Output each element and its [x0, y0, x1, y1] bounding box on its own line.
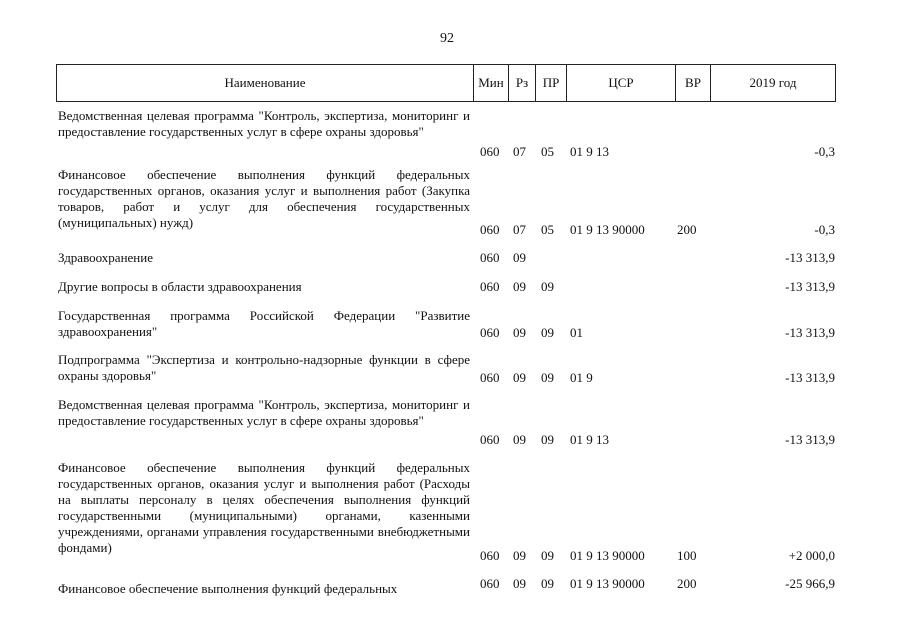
row-min: 060	[480, 325, 500, 340]
row-amount: -0,3	[814, 222, 835, 237]
row-amount: -13 313,9	[785, 432, 835, 447]
row-csr: 01	[570, 325, 583, 340]
row-min: 060	[480, 250, 500, 265]
row-amount: +2 000,0	[788, 548, 835, 563]
row-min: 060	[480, 144, 500, 159]
row-min: 060	[480, 222, 500, 237]
row-rz: 09	[513, 370, 526, 385]
row-name: Другие вопросы в области здравоохранения	[58, 279, 302, 294]
row-min: 060	[480, 576, 500, 591]
page-number: 92	[440, 31, 454, 46]
row-name: Ведомственная целевая программа "Контроль, экспертиза, мониторинг и предоставление государственных услуг в сфере охраны здоровья"	[58, 108, 470, 139]
row-min: 060	[480, 370, 500, 385]
header-vr: ВР	[676, 65, 711, 102]
row-pr: 05	[541, 144, 554, 159]
row-csr: 01 9 13 90000	[570, 576, 645, 591]
row-amount: -13 313,9	[785, 279, 835, 294]
row-rz: 07	[513, 222, 526, 237]
header-year: 2019 год	[711, 65, 836, 102]
row-min: 060	[480, 548, 500, 563]
row-amount: -13 313,9	[785, 325, 835, 340]
row-csr: 01 9 13	[570, 144, 609, 159]
row-name: Подпрограмма "Экспертиза и контрольно-надзорные функции в сфере охраны здоровья"	[58, 352, 470, 383]
row-rz: 09	[513, 548, 526, 563]
row-vr: 100	[677, 548, 697, 563]
row-amount: -0,3	[814, 144, 835, 159]
row-pr: 09	[541, 370, 554, 385]
row-vr: 200	[677, 222, 697, 237]
row-name: Финансовое обеспечение выполнения функций федеральных государственных органов, оказания услуг и выполнения работ (Закупка товаров, работ и услуг для обеспечения государственных (муниципальных) нужд)	[58, 167, 470, 230]
row-rz: 09	[513, 432, 526, 447]
table-header	[56, 64, 836, 102]
row-pr: 09	[541, 432, 554, 447]
header-csr: ЦСР	[567, 65, 676, 102]
row-pr: 09	[541, 325, 554, 340]
row-csr: 01 9 13	[570, 432, 609, 447]
row-vr: 200	[677, 576, 697, 591]
header-pr: ПР	[536, 65, 567, 102]
row-name: Здравоохранение	[58, 250, 153, 265]
row-rz: 09	[513, 279, 526, 294]
header-rz: Рз	[509, 65, 536, 102]
header-min: Мин	[474, 65, 509, 102]
row-min: 060	[480, 279, 500, 294]
row-pr: 09	[541, 548, 554, 563]
row-name: Финансовое обеспечение выполнения функций федеральных государственных органов, оказания услуг и выполнения работ (Расходы на выплаты персоналу в целях обеспечения выполнения функций государственными (муниципальными) органами, казенными учреждениями, органами управления государственными внебюджетными фондами)	[58, 460, 470, 555]
row-csr: 01 9 13 90000	[570, 548, 645, 563]
row-pr: 09	[541, 576, 554, 591]
row-rz: 09	[513, 250, 526, 265]
row-name: Финансовое обеспечение выполнения функций федеральных	[58, 581, 398, 596]
header-name: Наименование	[57, 65, 474, 102]
row-name: Государственная программа Российской Федерации "Развитие здравоохранения"	[58, 308, 470, 339]
row-rz: 07	[513, 144, 526, 159]
row-amount: -25 966,9	[785, 576, 835, 591]
row-pr: 05	[541, 222, 554, 237]
row-pr: 09	[541, 279, 554, 294]
row-amount: -13 313,9	[785, 370, 835, 385]
row-min: 060	[480, 432, 500, 447]
row-rz: 09	[513, 325, 526, 340]
row-amount: -13 313,9	[785, 250, 835, 265]
row-rz: 09	[513, 576, 526, 591]
row-csr: 01 9	[570, 370, 593, 385]
row-name: Ведомственная целевая программа "Контроль, экспертиза, мониторинг и предоставление государственных услуг в сфере охраны здоровья"	[58, 397, 470, 428]
row-csr: 01 9 13 90000	[570, 222, 645, 237]
